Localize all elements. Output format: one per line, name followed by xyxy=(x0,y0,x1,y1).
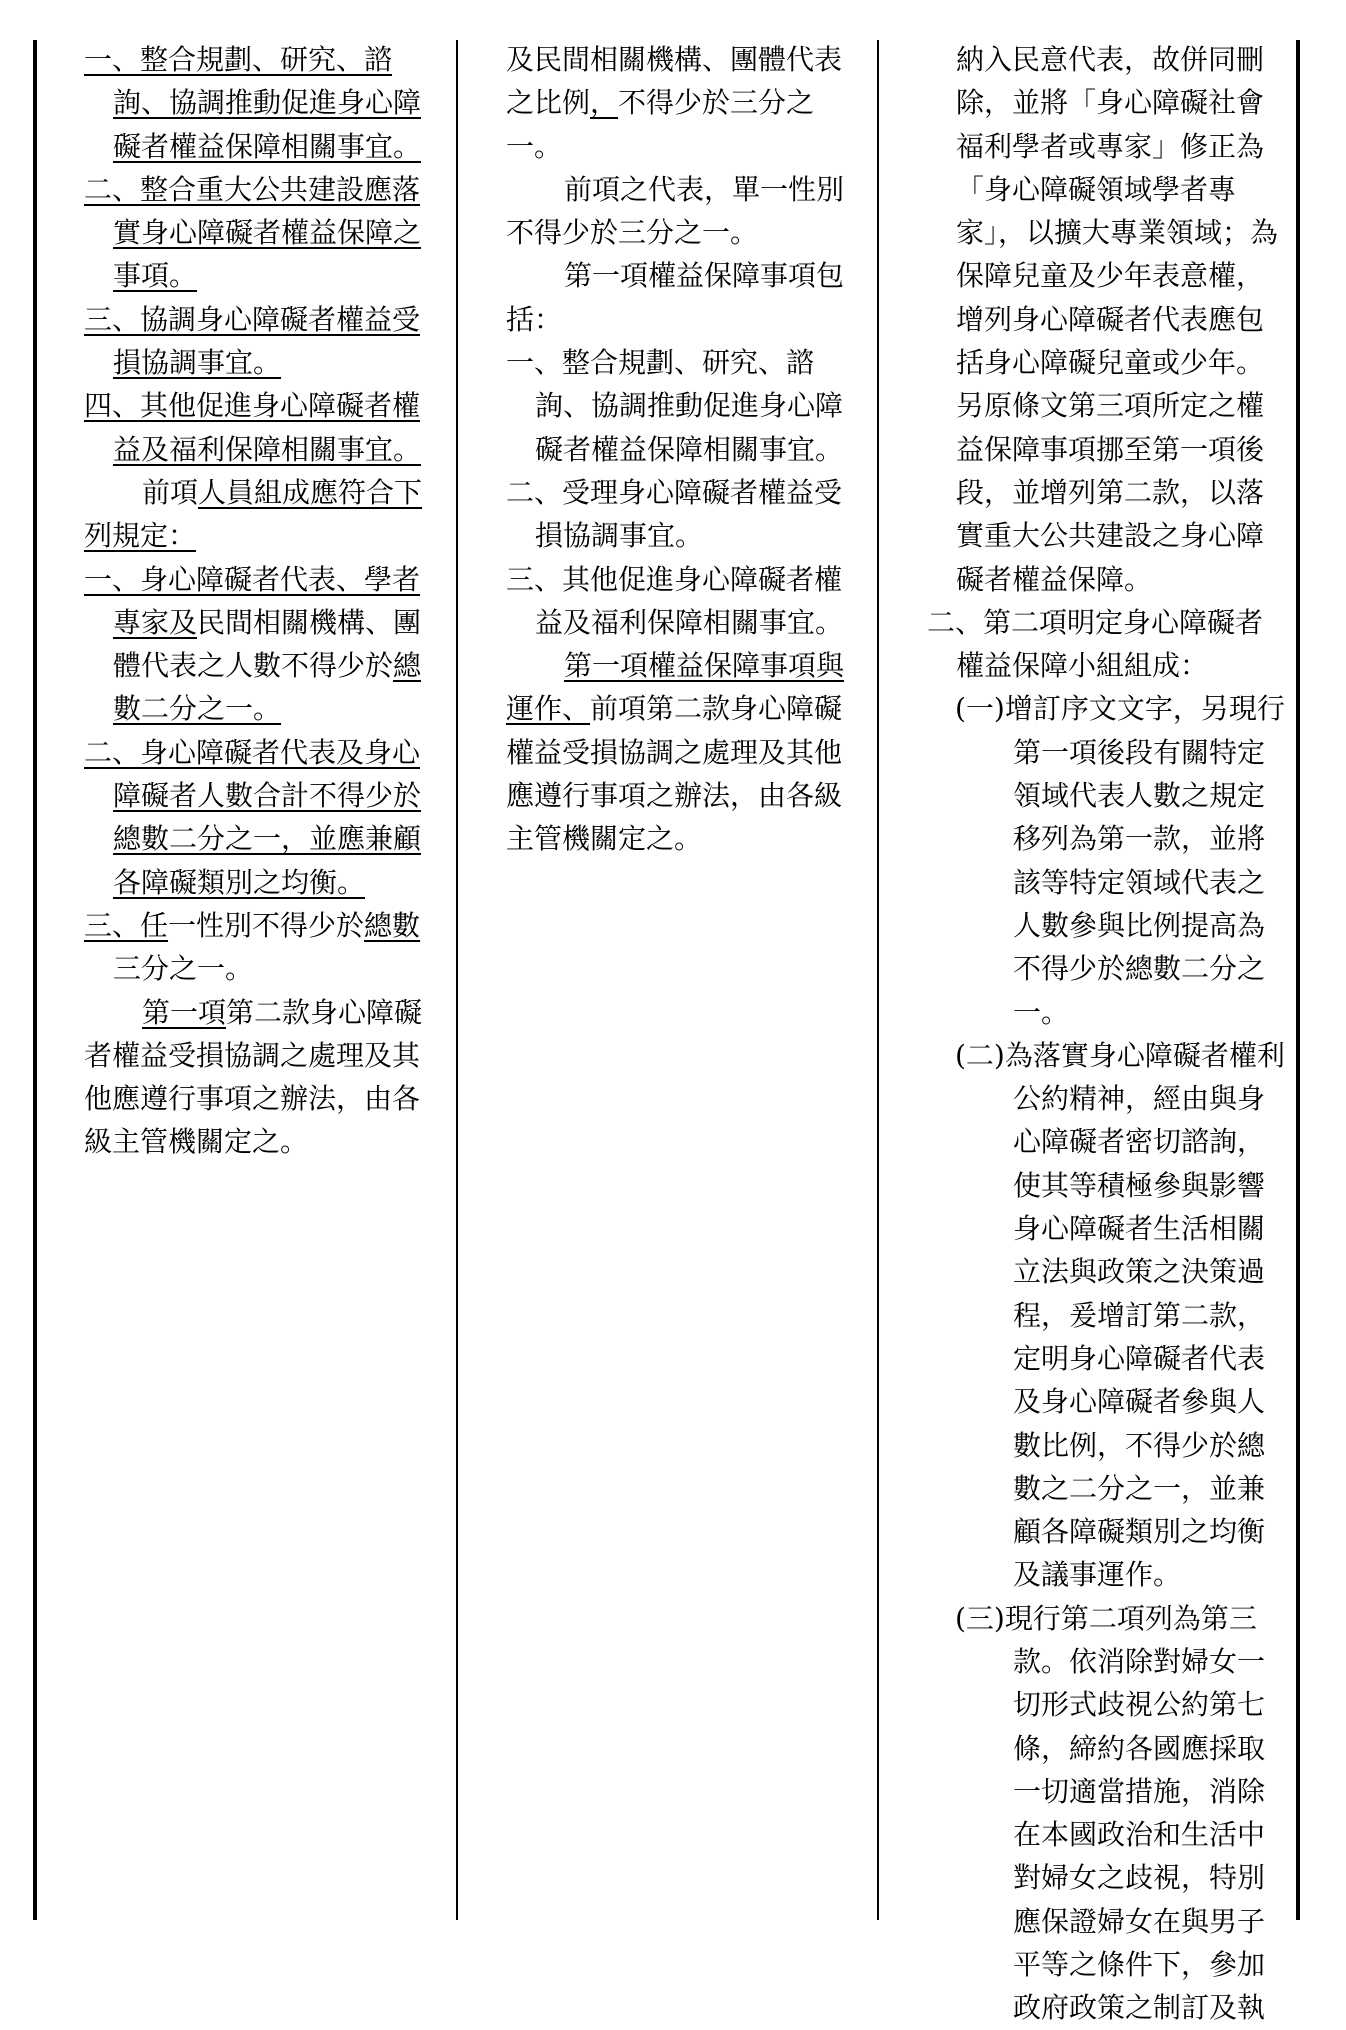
column-divider-2 xyxy=(877,40,879,1920)
list-item xyxy=(84,298,444,385)
column-amended-text xyxy=(84,38,444,1164)
right-border-line xyxy=(1296,40,1300,1920)
left-border-line xyxy=(33,40,37,1920)
item-text: 整合規劃、研究、諮詢、協調推動促進身心障礙者權益保障相關事宜。 xyxy=(113,43,422,163)
item-text: 三、協調身心障礙者權益受損協調事宜。 xyxy=(84,302,421,380)
paragraph: 及民間相關機構、團體代表之比例，不得少於三分之一。 xyxy=(506,43,843,163)
item-number: 一、 xyxy=(84,43,141,76)
item-text: 二、身心障礙者代表及身心障礙者人數合計不得少於總數二分之一，並應兼顧各障礙類別之均衡。 xyxy=(84,735,422,899)
list-item: 一、整合規劃、研究、諮詢、協調推動促進身心障礙者權益保障相關事宜。 xyxy=(506,346,844,466)
item-text: 四、其他促進身心障礙者權益及福利保障相關事宜。 xyxy=(84,389,422,466)
sub-item: (一)增訂序文文字，另現行第一項後段有關特定領域代表人數之規定移列為第一款，並將該等特定領域代表之人數參與比例提高為不得少於總數二分之一。 xyxy=(955,692,1285,1029)
list-item xyxy=(84,384,444,471)
paragraph: 前項之代表，單一性別不得少於三分之一。 xyxy=(506,172,845,250)
list-item: 三、其他促進身心障礙者權益及福利保障相關事宜。 xyxy=(506,562,844,639)
column-divider-1 xyxy=(456,40,458,1920)
column-explanation xyxy=(927,38,1287,2030)
sub-item: (三)現行第二項列為第三款。依消除對婦女一切形式歧視公約第七條，締約各國應採取一切適當措施，消除在本國政治和生活中對婦女之歧視，特別應保證婦女在與男子平等之條件下，參加政府政策之制訂及執 xyxy=(955,1601,1266,2025)
list-item: 一、身心障礙者代表、學者專家及民間相關機構、團體代表之人數不得少於總數二分之一。 xyxy=(84,562,422,726)
column-current-text xyxy=(506,38,868,861)
list-item xyxy=(84,38,444,168)
paragraph: 第一項第二款身心障礙者權益受損協調之處理及其他應遵行事項之辦法，由各級主管機關定之。 xyxy=(84,995,423,1159)
list-item xyxy=(84,731,444,904)
item-text: 二、整合重大公共建設應落實身心障礙者權益保障之事項。 xyxy=(84,172,422,293)
paragraph: 納入民意代表，故併同刪除，並將「身心障礙社會福利學者或專家」修正為「身心障礙領域學者專家」，以擴大專業領域；為保障兒童及少年表意權，增列身心障礙者代表應包括身心障礙兒童或少年。另原條文第三項所定之權益保障事項挪至第一項後段，並增列第二款，以落實重大公共建設之身心障礙者權益保障。 xyxy=(956,43,1279,596)
list-item: 二、第二項明定身心障礙者權益保障小組組成： xyxy=(927,605,1264,683)
sub-item: (二)為落實身心障礙者權利公約精神，經由與身心障礙者密切諮詢，使其等積極參與影響身心障礙者生活相關立法與政策之決策過程，爰增訂第二款，定明身心障礙者代表及身心障礙者參與人數比例，不得少於總數之二分之一，並兼顧各障礙類別之均衡及議事運作。 xyxy=(955,1038,1285,1592)
paragraph: 前項人員組成應符合下列規定： xyxy=(84,475,423,553)
list-item: 三、任一性別不得少於總數三分之一。 xyxy=(84,908,421,986)
list-item: 二、受理身心障礙者權益受損協調事宜。 xyxy=(506,475,843,553)
list-item xyxy=(84,168,444,298)
paragraph: 第一項權益保障事項包括： xyxy=(506,259,845,336)
paragraph: 第一項權益保障事項與運作、前項第二款身心障礙權益受損協調之處理及其他應遵行事項之辦法，由各級主管機關定之。 xyxy=(506,649,845,856)
